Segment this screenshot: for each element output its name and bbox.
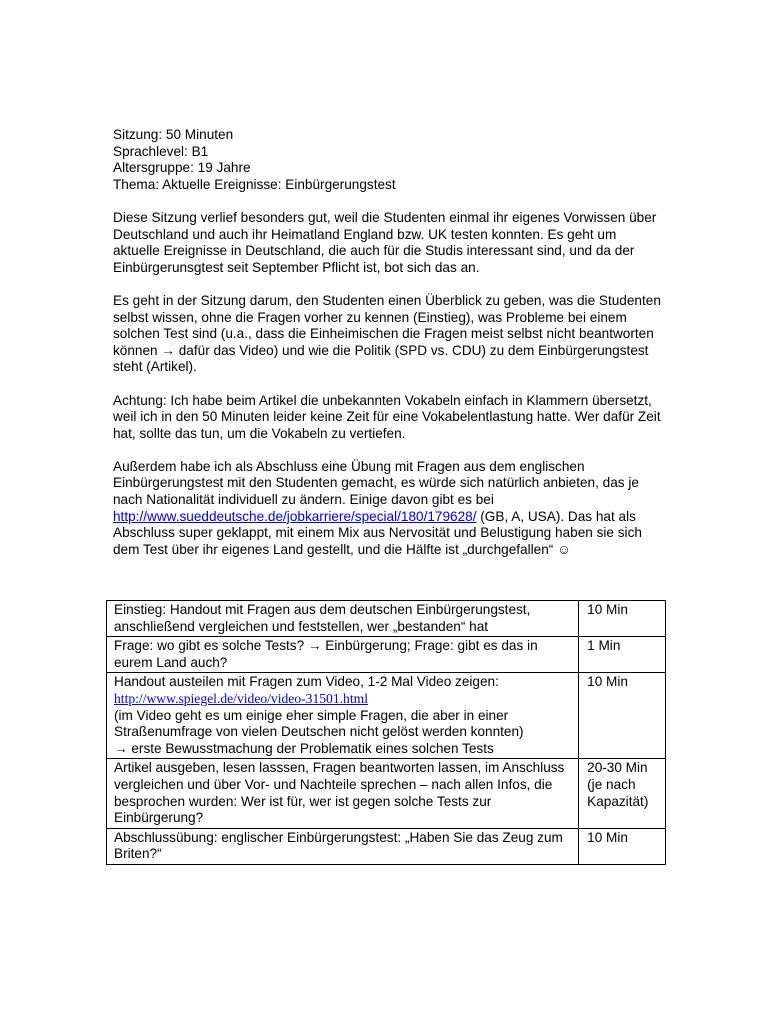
language-level: Sprachlevel: B1 — [113, 143, 209, 159]
closing-text-before: Außerdem habe ich als Abschluss eine Übung mit Fragen aus dem englischen Einbürgerungstest mit den Studenten gemacht, es würde sich natürlich anbieten, das je nach Nationalität individuell zu ändern. Einige davon gibt es bei — [113, 458, 639, 508]
session-duration: Sitzung: 50 Minuten — [113, 127, 234, 142]
session-topic: Thema: Aktuelle Ereignisse: Einbürgerungstest — [113, 176, 396, 192]
spiegel-video-link[interactable]: http://www.spiegel.de/video/video-31501.html — [114, 690, 368, 706]
closing-text-after: (GB, A, USA). Das hat als Abschluss super geklappt, mit einem Mix aus Nervosität und Belustigung haben sie sich dem Test über ihr eigenes Land gestellt, und die Hälfte ist „durchgefallen“ ☺ — [113, 508, 642, 557]
step-description: Frage: wo gibt es solche Tests? → Einbürgerung; Frage: gibt es das in eurem Land auch? — [107, 637, 579, 673]
step-description: Abschlussübung: englischer Einbürgerungstest: „Haben Sie das Zeug zum Briten?“ — [107, 828, 579, 864]
step-duration: 10 Min — [579, 601, 666, 637]
step-duration: 10 Min — [579, 828, 666, 864]
video-outcome: → erste Bewusstmachung der Problematik eines solchen Tests — [114, 740, 494, 756]
video-note: (im Video geht es um einige eher simple Fragen, die aber in einer Straßenumfrage von vielen Deutschen nicht gelöst werden konnten) — [114, 707, 524, 740]
step-duration: 20-30 Min (je nach Kapazität) — [579, 759, 666, 828]
table-row — [107, 637, 666, 673]
sueddeutsche-link[interactable]: http://www.sueddeutsche.de/jobkarriere/special/180/179628/ — [113, 508, 477, 524]
table-row — [107, 673, 666, 759]
step-duration: 10 Min — [579, 673, 666, 759]
table-row — [107, 759, 666, 828]
paragraph-closing — [113, 459, 663, 559]
step-description — [107, 673, 579, 759]
lesson-plan-table — [106, 600, 666, 865]
document-body — [113, 127, 663, 575]
age-group: Altersgruppe: 19 Jahre — [113, 160, 251, 176]
paragraph-goals: Es geht in der Sitzung darum, den Studenten einen Überblick zu geben, was die Studenten selbst wissen, ohne die Fragen vorher zu kennen (Einstieg), was Probleme bei einem solchen Test sind (u.a., dass die Einheimischen die Fragen meist selbst nicht beantworten können → dafür das Video) und wie die Politik (SPD vs. CDU) zu dem Einbürgerungstest steht (Artikel). — [113, 292, 661, 375]
step-description: Artikel ausgeben, lesen lasssen, Fragen beantworten lassen, im Anschluss vergleichen und über Vor- und Nachteile sprechen – nach allen Infos, die besprochen wurden: Wer ist für, wer ist gegen solche Tests zur Einbürgerung? — [107, 759, 579, 828]
step-duration: 1 Min — [579, 637, 666, 673]
table-row — [107, 828, 666, 864]
table-row — [107, 601, 666, 637]
step-description: Einstieg: Handout mit Fragen aus dem deutschen Einbürgerungstest, anschließend vergleichen und feststellen, wer „bestanden“ hat — [107, 601, 579, 637]
paragraph-note: Achtung: Ich habe beim Artikel die unbekannten Vokabeln einfach in Klammern übersetzt, weil ich in den 50 Minuten leider keine Zeit für eine Vokabelentlastung hatte. Wer dafür Zeit hat, sollte das tun, um die Vokabeln zu vertiefen. — [113, 392, 661, 441]
video-instruction: Handout austeilen mit Fragen zum Video, 1-2 Mal Video zeigen: — [114, 674, 499, 690]
paragraph-intro: Diese Sitzung verlief besonders gut, weil die Studenten einmal ihr eigenes Vorwissen über Deutschland und auch ihr Heimatland England bzw. UK testen konnten. Es geht um aktuelle Ereignisse in Deutschland, die auch für die Studis interessant sind, und da der Einbürgerunsgtest seit September Pflicht ist, bot sich das an. — [113, 209, 657, 275]
session-meta — [113, 127, 663, 193]
